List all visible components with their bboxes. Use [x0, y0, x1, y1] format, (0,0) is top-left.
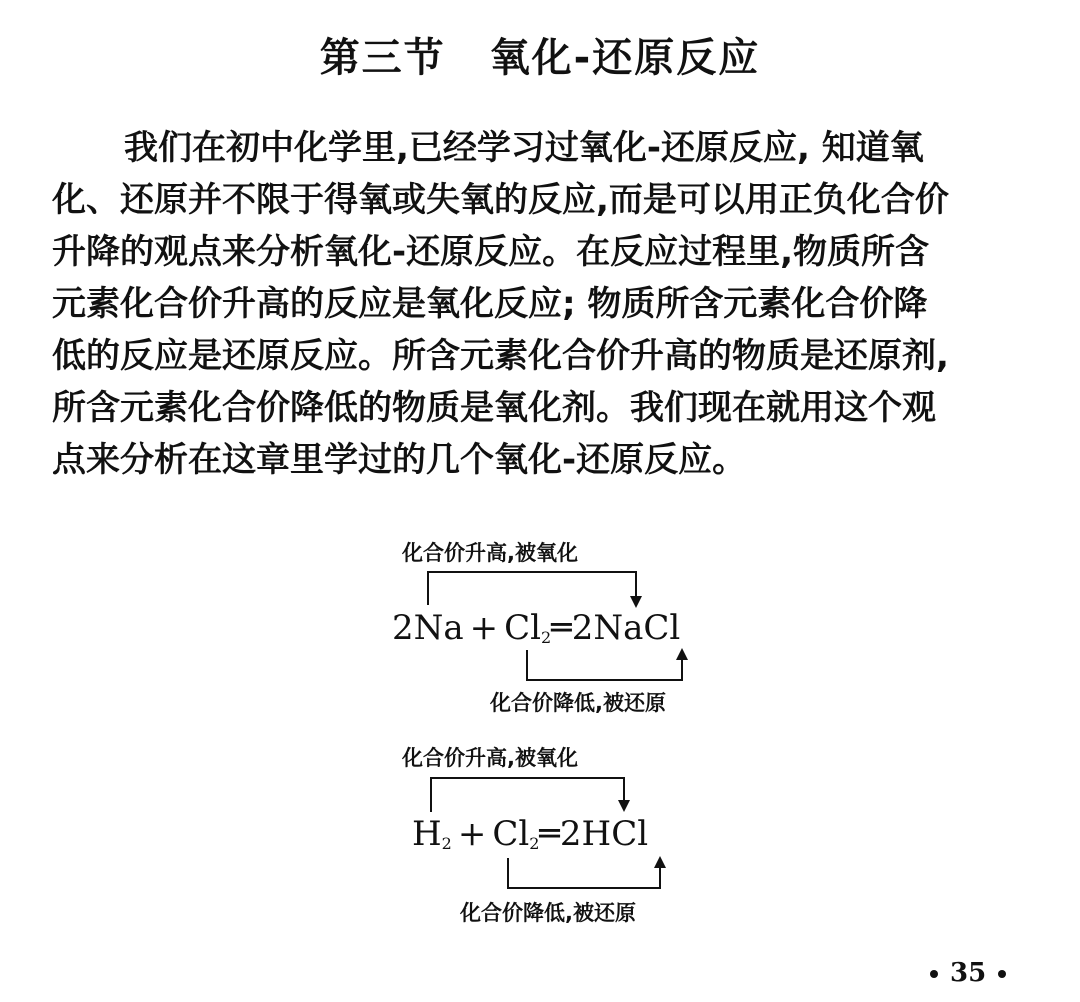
reactant-chlorine: $Cl_2$ — [504, 608, 552, 648]
equals-sign: ═ — [551, 608, 572, 648]
reactant-sodium: 2Na — [392, 608, 464, 648]
paragraph-line: 化、还原并不限于得氧或失氧的反应,而是可以用正负化合价 — [52, 180, 949, 220]
paragraph-line: 我们在初中化学里,已经学习过氧化-还原反应, 知道氧 — [124, 128, 924, 168]
paragraph-line: 元素化合价升高的反应是氧化反应; 物质所含元素化合价降 — [52, 284, 928, 324]
reduction-label: 化合价降低,被还原 — [460, 901, 636, 925]
bullet-dot-icon — [930, 970, 938, 978]
reactant-hydrogen: $H_2$ — [412, 814, 452, 854]
plus-sign: + — [469, 608, 499, 648]
chemical-equation — [412, 814, 648, 864]
paragraph-line: 升降的观点来分析氧化-还原反应。在反应过程里,物质所含 — [52, 232, 930, 272]
up-arrow-icon — [654, 856, 666, 868]
page-number — [918, 958, 1018, 988]
bullet-dot-icon — [998, 970, 1006, 978]
product-sodium-chloride: 2NaCl — [571, 608, 681, 648]
paragraph-line: 所含元素化合价降低的物质是氧化剂。我们现在就用这个观 — [52, 388, 936, 428]
product-hydrogen-chloride: 2HCl — [559, 814, 649, 854]
reactant-chlorine: $Cl_2$ — [492, 814, 540, 854]
equals-sign: ═ — [539, 814, 560, 854]
paragraph-line: 点来分析在这章里学过的几个氧化-还原反应。 — [52, 440, 747, 480]
down-arrow-icon — [618, 800, 630, 812]
page-number-value: 35 — [950, 958, 987, 988]
plus-sign: + — [457, 814, 487, 854]
oxidation-bracket-line — [431, 778, 624, 812]
section-number: 第三节 — [319, 35, 446, 81]
reduction-label: 化合价降低,被还原 — [490, 691, 666, 715]
oxidation-label: 化合价升高,被氧化 — [402, 541, 578, 565]
section-title: 氧化-还原反应 — [489, 35, 761, 81]
paragraph-line: 低的反应是还原反应。所含元素化合价升高的物质是还原剂, — [52, 336, 949, 376]
oxidation-label: 化合价升高,被氧化 — [402, 746, 578, 770]
